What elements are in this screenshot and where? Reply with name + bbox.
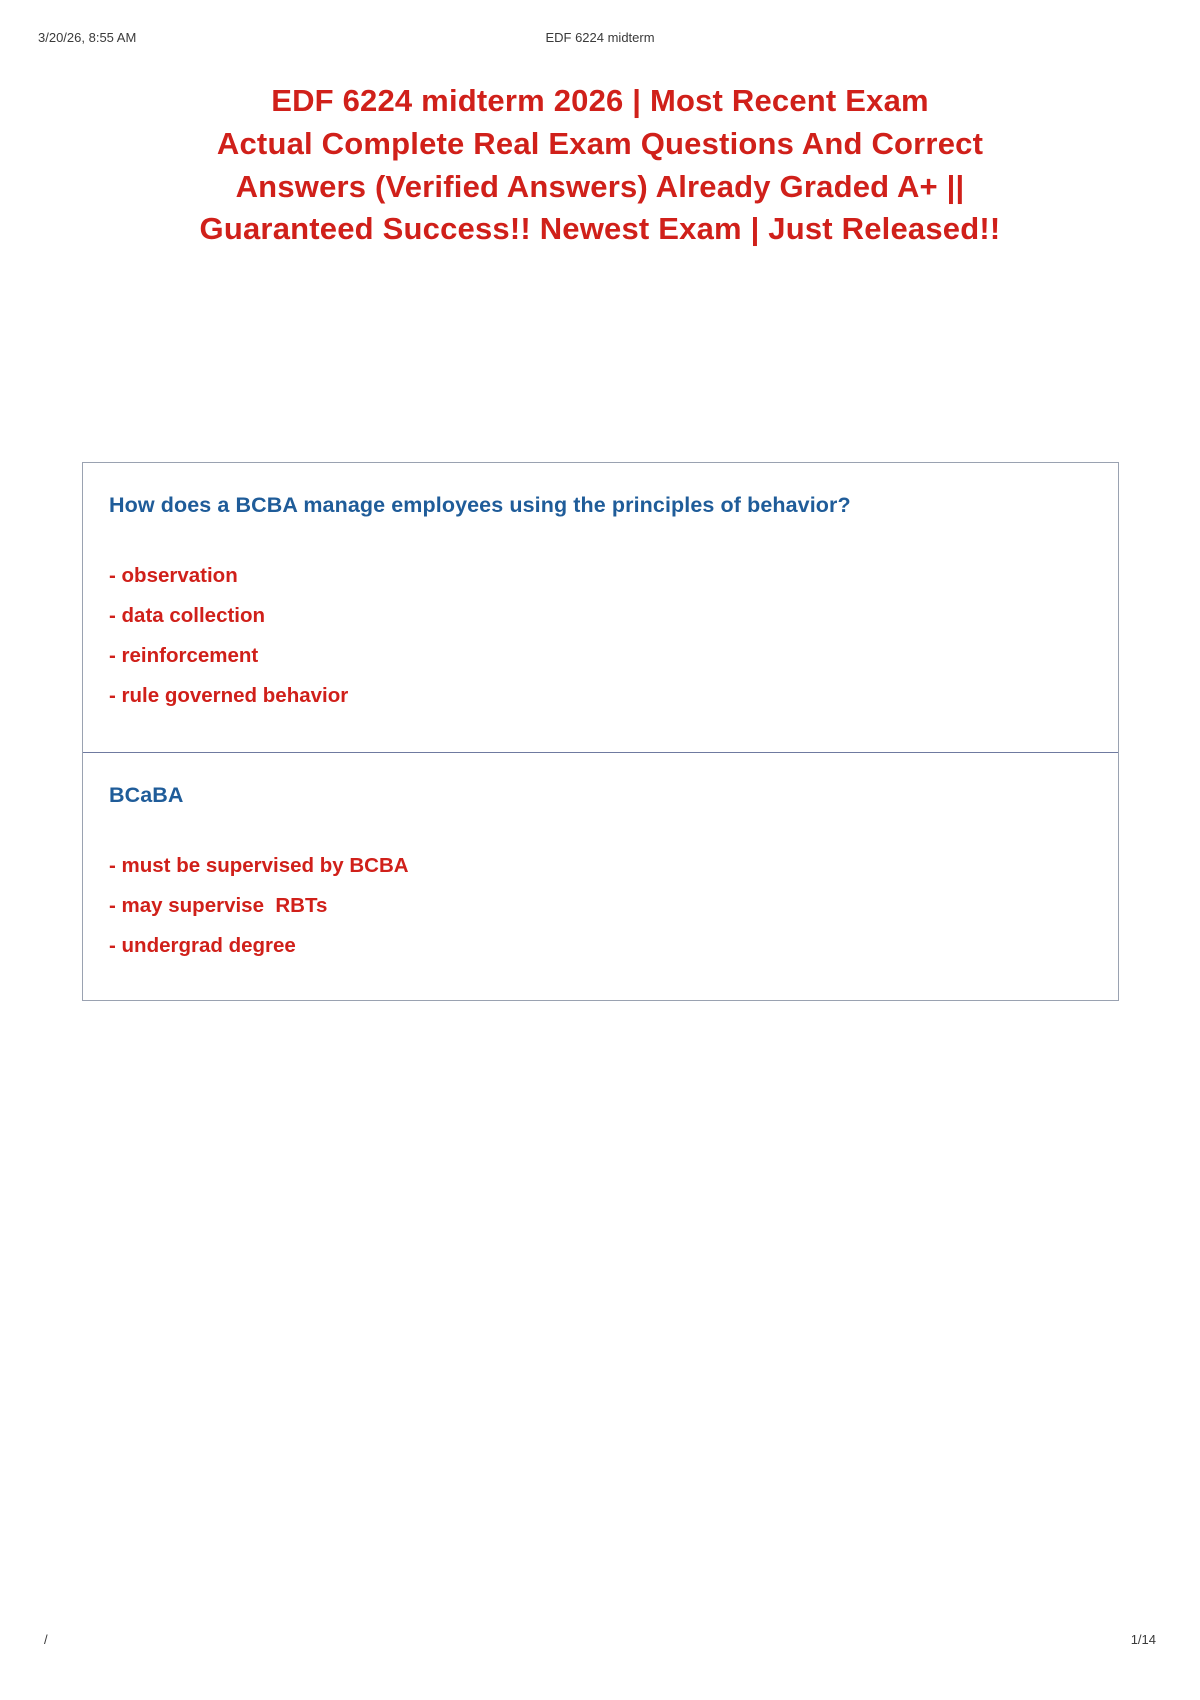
qa-section-1: [83, 463, 1118, 752]
qa-section-2: [83, 753, 1118, 1000]
qa-prompt-2: BCaBA: [109, 782, 184, 807]
qa-answer-item: - undergrad degree: [109, 933, 296, 957]
qa-answer-item: - rule governed behavior: [109, 683, 349, 707]
qa-prompt-1: How does a BCBA manage employees using the principles of behavior?: [109, 493, 851, 517]
page-title: [30, 80, 1170, 251]
page-title-line-1: EDF 6224 midterm 2026 | Most Recent Exam: [271, 83, 929, 118]
print-header-datetime: 3/20/26, 8:55 AM: [38, 30, 137, 45]
print-header-title: EDF 6224 midterm: [545, 30, 655, 45]
print-footer: [0, 1632, 1200, 1648]
qa-answer-item: - may supervise RBTs: [109, 893, 328, 917]
qa-answer-item: - data collection: [109, 603, 266, 627]
qa-answer-list-1: [109, 556, 1092, 716]
qa-card: [82, 462, 1119, 1001]
print-header: [0, 30, 1200, 48]
page-title-line-2: Actual Complete Real Exam Questions And Correct: [216, 125, 984, 161]
qa-answer-item: - reinforcement: [109, 643, 259, 667]
page-indicator: 1/14: [1130, 1632, 1156, 1647]
qa-answer-list-2: [109, 846, 1092, 966]
print-footer-url: /: [44, 1632, 48, 1647]
qa-answer-item: - observation: [109, 564, 238, 587]
qa-answer-item: - must be supervised by BCBA: [109, 853, 409, 877]
page-title-line-3: Answers (Verified Answers) Already Graded A+ ||: [235, 168, 965, 204]
qa-spacer-2: [109, 820, 1092, 846]
qa-spacer-1: [109, 530, 1092, 556]
page-title-line-4: Guaranteed Success!! Newest Exam | Just Released!!: [199, 211, 1001, 247]
